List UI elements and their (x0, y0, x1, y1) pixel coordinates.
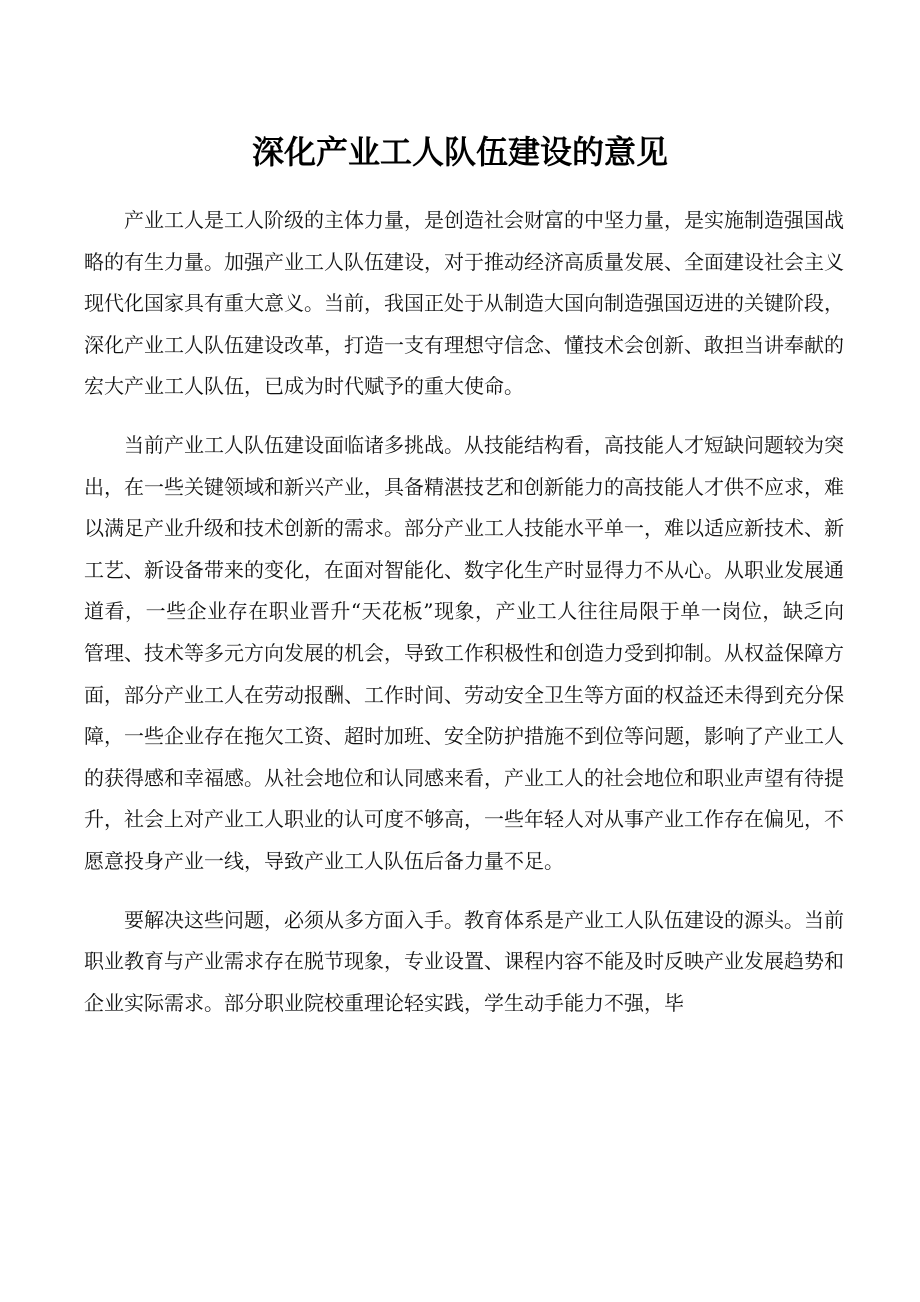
document-body (84, 200, 844, 1041)
paragraph-1: 产业工人是工人阶级的主体力量，是创造社会财富的中坚力量，是实施制造强国战略的有生力量。加强产业工人队伍建设，对于推动经济高质量发展、全面建设社会主义现代化国家具有重大意义。当前，我国正处于从制造大国向制造强国迈进的关键阶段，深化产业工人队伍建设改革，打造一支有理想守信念、懂技术会创新、敢担当讲奉献的宏大产业工人队伍，已成为时代赋予的重大使命。 (84, 208, 844, 399)
paragraph-2: 当前产业工人队伍建设面临诸多挑战。从技能结构看，高技能人才短缺问题较为突出，在一些关键领域和新兴产业，具备精湛技艺和创新能力的高技能人才供不应求，难以满足产业升级和技术创新的需求。部分产业工人技能水平单一，难以适应新技术、新工艺、新设备带来的变化，在面对智能化、数字化生产时显得力不从心。从职业发展通道看，一些企业存在职业晋升“天花板”现象，产业工人往往局限于单一岗位，缺乏向管理、技术等多元方向发展的机会，导致工作积极性和创造力受到抑制。从权益保障方面，部分产业工人在劳动报酬、工作时间、劳动安全卫生等方面的权益还未得到充分保障，一些企业存在拖欠工资、超时加班、安全防护措施不到位等问题，影响了产业工人的获得感和幸福感。从社会地位和认同感来看，产业工人的社会地位和职业声望有待提升，社会上对产业工人职业的认可度不够高，一些年轻人对从事产业工作存在偏见，不愿意投身产业一线，导致产业工人队伍后备力量不足。 (84, 432, 844, 873)
paragraph-3: 要解决这些问题，必须从多方面入手。教育体系是产业工人队伍建设的源头。当前职业教育与产业需求存在脱节现象，专业设置、课程内容不能及时反映产业发展趋势和企业实际需求。部分职业院校重理论轻实践，学生动手能力不强，毕 (84, 907, 844, 1015)
document-title: 深化产业工人队伍建设的意见 (251, 133, 668, 171)
